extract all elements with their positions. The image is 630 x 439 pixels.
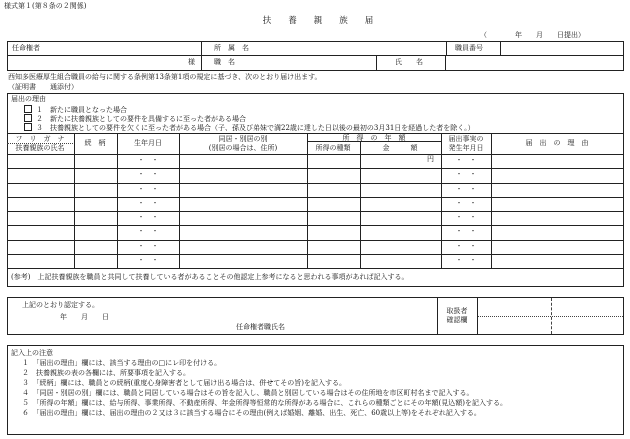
birth-date-dots: ・ ・	[137, 170, 159, 179]
appointer-label: 任命権者	[12, 44, 40, 52]
table-row[interactable]	[7, 168, 624, 182]
staff-number-field[interactable]	[501, 42, 623, 54]
note-item: ３ 「続柄」欄には、職員との続柄(重度心身障害者として届け出る場合は、併せてその旨)を記入する。	[22, 379, 346, 387]
note-item: ５ 「所得の年額」欄には、給与所得、事業所得、不動産所得、年金所得等恒常的な所得がある場合に、これらの種類ごとにその年額(見込額)を記入する。	[22, 399, 507, 407]
handler-confirm-field-2[interactable]	[553, 299, 623, 333]
event-date-dots: ・ ・	[455, 241, 477, 250]
affiliation-label: 所 属 名	[214, 44, 249, 52]
table-row[interactable]	[7, 183, 624, 197]
post-label: 職 名	[214, 58, 235, 66]
checkbox-reason-3[interactable]	[24, 123, 32, 131]
table-row[interactable]	[7, 154, 624, 168]
table-row[interactable]	[7, 211, 624, 225]
birth-date-header: 生年月日	[134, 139, 162, 147]
staff-number-label: 職員番号	[455, 44, 483, 52]
table-row[interactable]	[7, 197, 624, 211]
table-row[interactable]	[7, 254, 624, 268]
page-title: 扶 養 親 族 届	[262, 16, 374, 26]
intro-text: 西知多医療厚生組合職員の給与に関する条例第13条第1項の規定に基づき、次のとおり届け出ます。	[8, 73, 322, 81]
event-date-dots: ・ ・	[455, 198, 477, 207]
reference-note: (参考) 上記扶養親族を職員と共同して扶養している者があることその他認定上参考になると思われる事項があれば記入する。	[11, 273, 409, 281]
checkbox-reason-2[interactable]	[24, 114, 32, 122]
notes-heading: 記入上の注意	[11, 349, 53, 357]
event-date-dots: ・ ・	[455, 255, 477, 264]
event-date-subheader: 発生年月日	[448, 144, 484, 152]
event-date-dots: ・ ・	[455, 213, 477, 222]
birth-date-dots: ・ ・	[137, 213, 159, 222]
birth-date-dots: ・ ・	[137, 198, 159, 207]
income-type-header: 所得の種類	[315, 144, 351, 152]
relation-header: 続 柄	[84, 139, 106, 147]
income-header: 所 得 の 年 額	[342, 134, 406, 142]
certification-date[interactable]: 年 月 日	[60, 313, 109, 321]
handler-label: 取扱者	[446, 307, 468, 315]
event-date-dots: ・ ・	[455, 170, 477, 179]
birth-date-dots: ・ ・	[137, 241, 159, 250]
note-item: ４ 「同居・別居の別」欄には、職員と同居している場合はその旨を記入し、職員と別居している場合はその住所地を市区町村名まで記入する。	[22, 389, 474, 397]
reason-item-2[interactable]: ２ 新たに扶養親族としての要件を具備するに至った者がある場合	[24, 114, 246, 123]
table-row[interactable]	[7, 225, 624, 239]
sama-label: 様	[188, 58, 195, 66]
table-row[interactable]	[7, 240, 624, 254]
birth-date-dots: ・ ・	[137, 184, 159, 193]
event-date-dots: ・ ・	[455, 156, 477, 165]
event-date-header: 届出事実の	[448, 135, 484, 143]
event-date-dots: ・ ・	[455, 227, 477, 236]
reason-heading: 届出の理由	[11, 95, 46, 103]
handler-confirm-field-1[interactable]	[479, 299, 549, 333]
name-field[interactable]	[447, 57, 623, 69]
affiliation-field[interactable]	[265, 42, 445, 54]
yen-unit: 円	[427, 155, 434, 163]
note-item: ２ 扶養親族の表の各欄には、所要事項を記入する。	[22, 369, 190, 377]
note-item: １ 「届出の理由」欄には、該当する理由の□にレ印を付ける。	[22, 359, 222, 367]
birth-date-dots: ・ ・	[137, 156, 159, 165]
checkbox-reason-1[interactable]	[24, 105, 32, 113]
residence-subheader: (別居の場合は、住所)	[208, 144, 278, 152]
proof-attachment: （証明書 通添付）	[8, 83, 78, 91]
birth-date-dots: ・ ・	[137, 255, 159, 264]
name-label: 氏 名	[395, 58, 423, 66]
post-field[interactable]	[260, 57, 375, 69]
appointer-name-label: 任命権者職氏名	[236, 323, 285, 331]
handler-confirm-label: 確認欄	[446, 316, 468, 324]
reason-header: 届 出 の 理 由	[525, 139, 589, 147]
residence-header: 同居・別居の別	[218, 135, 268, 143]
note-item: ６ 「届出の理由」欄には、届出の理由の２又は３に該当する場合にその理由(例えば婚姻、離婚、出生、死亡、60歳以上等)をそれぞれ記入する。	[22, 409, 481, 417]
event-date-dots: ・ ・	[455, 184, 477, 193]
dependent-name-header: 扶養親族の氏名	[15, 144, 65, 152]
certification-statement: 上記のとおり認定する。	[22, 301, 99, 309]
form-number: 様式第１(第８条の２関係)	[4, 2, 87, 10]
birth-date-dots: ・ ・	[137, 227, 159, 236]
income-amount-header: 金 額	[382, 144, 418, 152]
submission-date[interactable]: （ 年 月 日提出）	[480, 31, 585, 39]
furigana-header: フ リ ガ ナ	[15, 135, 65, 143]
reason-item-1[interactable]: １ 新たに職員となった場合	[24, 105, 127, 114]
reason-item-3[interactable]: ３ 扶養親族としての要件を欠くに至った者がある場合（子、孫及び弟妹で満22歳に達した日以後の最初の3月31日を経過した者を除く。）	[24, 123, 475, 132]
